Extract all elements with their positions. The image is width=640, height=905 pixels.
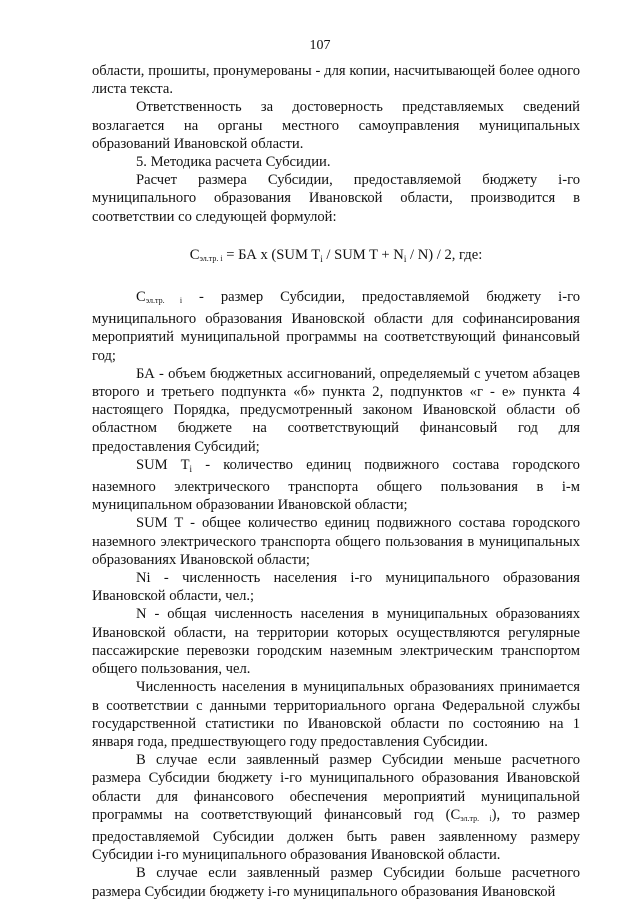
paragraph: В случае если заявленный размер Субсидии больше расчетного размера Субсидии бюджету i-го муниципального образования Ивановской [92,865,580,900]
formula-ni-subscript: i [403,253,407,264]
section-heading: 5. Методика расчета Субсидии. [136,154,331,171]
formula-part: / N) / 2, где: [406,246,483,263]
paragraph: Расчет размера Субсидии, предоставляемой бюджету i-го муниципального образования Ивановской области, производится в соответствии со следующей формулой: [92,172,580,225]
formula-ti-subscript: i [320,253,323,264]
formula [92,246,580,268]
formula-part: = БА х (SUM T [222,246,321,263]
variable-sum-t-subscript: i [189,463,192,474]
paragraph: Ответственность за достоверность представляемых сведений возлагается на органы местного самоуправления муниципальных образований Ивановской области. [92,99,580,152]
paragraph: N - общая численность населения в муниципальных образованиях Ивановской области, на территории которых осуществляются регулярные пассажирские перевозки городским наземным электрическим транспортом общего пользования, чел. [92,606,580,678]
paragraph [92,456,580,515]
page-number: 107 [309,38,331,53]
paragraph [92,288,580,365]
paragraph: области, прошиты, пронумерованы - для копии, насчитывающей более одного листа текста. [92,63,580,98]
paragraph: БА - объем бюджетных ассигнований, определяемый с учетом абзацев второго и третьего подпункта «б» пункта 2, подпунктов «г - е» пункта 4 настоящего Порядка, предусмотренный законом Ивановской области об областном бюджете на соответствующий финансовый год для предоставления Субсидий; [92,365,580,455]
paragraph: Численность населения в муниципальных образованиях принимается в соответствии с данными территориального органа Федеральной службы государственной статистики по Ивановской области по состоянию на 1 января года, предшествующего году предоставления Субсидии. [92,679,580,750]
paragraph: Ni - численность населения i-го муниципального образования Ивановской области, чел.; [92,570,580,605]
document-body [92,62,580,901]
paragraph-text: - количество единиц подвижного состава городского наземного электрического транспорта общего пользования в i-м муниципальном образовании Ивановской области; [92,456,580,514]
variable-sum-t: SUM T [136,456,190,473]
formula-c-subscript: эл.тр. i [199,253,223,263]
variable-c-subscript: эл.тр. i [460,813,492,823]
formula-part: / SUM T + N [322,246,404,263]
variable-c: С [136,289,146,306]
variable-c-subscript: эл.тр. i [145,296,183,306]
paragraph [92,751,580,864]
formula-c: С [189,246,200,263]
paragraph: SUM T - общее количество единиц подвижного состава городского наземного электрического транспорта общего пользования в муниципальных образованиях Ивановской области; [92,515,580,568]
paragraph-text: ), то размер предоставляемой Субсидии должен быть равен заявленному размеру Субсидии i-го муниципального образования Ивановской области. [92,806,580,864]
paragraph-text: - размер Субсидии, предоставляемой бюджету i-го муниципального образования Ивановской области для софинансирования мероприятий муниципальной программы на соответствующий финансовый год; [92,289,580,364]
paragraph-text: В случае если заявленный размер Субсидии меньше расчетного размера Субсидии бюджету i-го муниципального образования Ивановской области для финансового обеспечения мероприятий муниципальной программы на соответствующий финансовый год (С [92,752,580,823]
